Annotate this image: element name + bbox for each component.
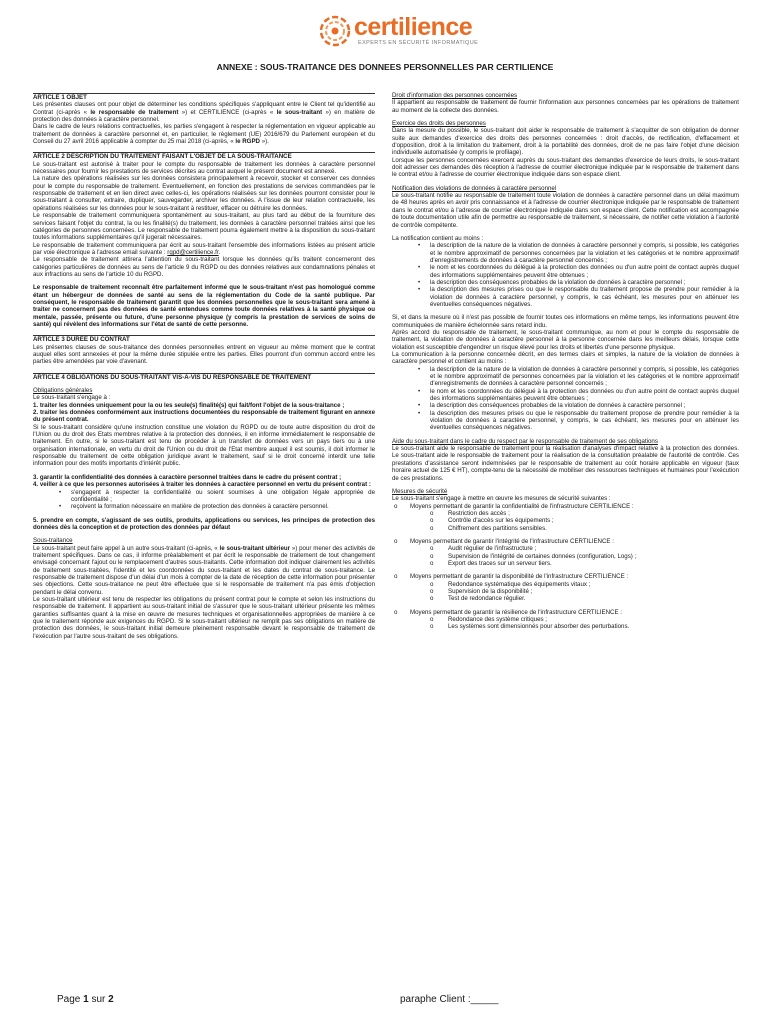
list-item: o Supervision de l'intégrité de certaines données (configuration, Logs) ; [448,553,739,560]
logo-brand-text: certilience [354,13,473,41]
rights-exercise-paragraph: Lorsque les personnes concernées exercent auprès du sous-traitant des demandes d'exercice de leurs droits, le sous-traitant doit adresser ces demandes dès réception à l'adresse de courrier électronique indiquée par le responsable de traitement dans le contrat et/ou à l'adresse de courrier électronique indiquée dans son espace client. [392,156,739,179]
list-item: • la description des mesures prises ou que le responsable du traitement propose de prendre pour remédier à la violation de données à caractère personnel, y compris, le cas échéant, les mesures pour en atténuer les éventuelles conséquences négatives. [430,286,739,308]
assistance-paragraph: Le sous-traitant aide le responsable de traitement pour la réalisation d'analyses d'impact relative à la protection des données. Le sous-traitant aide le responsable de traitement pour la réalisation de la consultation préalable de l'autorité de contrôle. Ces prestations d'assistance seront indemnisées par le responsable de traitement au coût horaire applicable en vigueur (taux horaire actuel de 125 € HT), compte-tenu de la nécessité de mobiliser des ressources techniques et humaines pour l'exécution de ces prestations. [392,445,739,482]
logo-emblem-icon [316,12,354,50]
article-1-paragraph-2: Dans le cadre de leurs relations contractuelles, les parties s'engagent à respecter la réglementation en vigueur applicable au traitement de données à caractère personnel et, en particulier, le règlement (UE) 2016/679 du Parlement européen et du Conseil du 27 avril 2016 applicable à compter du 25 mai 2018 (ci-après, « le RGPD »). [33,123,375,146]
communication-contents-intro: La communication à la personne concernée décrit, en des termes clairs et simples, la nature de la violation de données à caractère personnel et contient au moins : [392,351,739,366]
subcontracting-heading: Sous-traitance [33,537,73,545]
obligation-item: 4. veiller à ce que les personnes autorisées à traiter les données à caractère personnel en vertu du présent contrat : [33,481,371,489]
security-measures-list [392,503,739,631]
list-item: o Audit régulier de l'infrastructure ; [448,545,739,552]
list-item: o Export des traces sur un serveur tiers. [448,560,739,567]
list-item: o Test de redondance régulier. [448,595,739,602]
rights-exercise-heading: Exercice des droits des personnes [392,120,486,128]
article-2-paragraph: Le responsable de traitement attirera l'attention du sous-traitant lorsque les données qu'ils traitent concerneront des catégories particulières de données au sens de l'article 9 du RGPD ou des données relatives aux condamnations pénales et aux infractions au sens de l'article 10 du RGPD. [33,256,375,278]
obligation-item: 5. prendre en compte, s'agissant de ses outils, produits, applications ou services, les principes de protection des données dès la conception et de protection des données par défaut [33,516,375,531]
document-title: ANNEXE : SOUS-TRAITANCE DES DONNEES PERSONNELLES PAR CERTILIENCE [216,62,554,72]
security-measure-confidentiality: o Moyens permettant de garantir la confidentialité de l'infrastructure CERTILIENCE : o Restriction des accès ; o Contrôle d'accès sur les équipements ; o Chiffrement des partitions sensibles. [410,503,739,538]
client-initials-field: paraphe Client :_____ [400,994,499,1005]
article-2-paragraph: Le sous-traitant est autorisé à traiter pour le compte du responsable de traitement les données à caractère personnel nécessaires pour fournir les prestations de services décrites au contrat auquel le présent document est annexé. [33,160,375,176]
security-measure-resilience: o Moyens permettant de garantir la résilience de l'infrastructure CERTILIENCE : o Redondance des système critiques ; o Les systèmes sont dimensionnés pour absorber des perturbations. [410,609,739,631]
article-1-heading: ARTICLE 1 OBJET [33,93,375,101]
list-item: • reçoivent la formation nécessaire en matière de protection des données à caractère personnel. [71,503,375,510]
security-measures-intro: Le sous-traitant s'engage à mettre en œuvre les mesures de sécurité suivantes : [392,495,611,503]
list-item: • la description des mesures prises ou que le responsable du traitement propose de prendre pour remédier à la violation de données à caractère personnel, y compris, le cas échéant, les mesures pour en atténuer les éventuelles conséquences négatives. [430,410,739,432]
list-item: • la description de la nature de la violation de données à caractère personnel y compris, si possible, les catégories et le nombre approximatif de personnes concernées par la violation et les catégories et le nombre approximatif d'enregistrements de données à caractère personnel concernés ; [430,242,739,264]
list-item: o Les systèmes sont dimensionnés pour absorber des perturbations. [448,623,739,630]
staggered-info-paragraph: Si, et dans la mesure où il n'est pas possible de fournir toutes ces informations en même temps, les informations peuvent être communiquées de manière échelonnée sans retard indu. [392,314,739,329]
list-item: o Supervision de la disponibilité ; [448,588,739,595]
authorized-persons-list [33,489,375,511]
communication-contents-list [392,366,739,432]
list-item: • la description des conséquences probables de la violation de données à caractère personnel ; [430,402,739,409]
obligation-item: 3. garantir la confidentialité des données à caractère personnel traitées dans le cadre du présent contrat ; [33,473,342,481]
general-obligations-intro: Le sous-traitant s'engage à : [33,394,111,402]
page-number: Page 1 sur 2 [57,994,114,1005]
assistance-heading: Aide du sous-traitant dans le cadre du respect par le responsable de traitement de ses obligations [392,437,658,445]
list-item: o Redondance des système critiques ; [448,616,739,623]
list-item: • le nom et les coordonnées du délégué à la protection des données ou d'un autre point de contact auprès duquel des informations supplémentaires peuvent être obtenues ; [430,264,739,279]
list-item: • la description de la nature de la violation de données à caractère personnel y compris, si possible, les catégories et le nombre approximatif de personnes concernées par la violation et les catégories et le nombre approximatif d'enregistrements de données à caractère personnel concernés ; [430,366,739,388]
notification-contents-intro: La notification contient au moins : [392,234,484,242]
subcontracting-paragraph-2: Le sous-traitant ultérieur est tenu de respecter les obligations du présent contrat pour le compte et selon les instructions du responsable de traitement. Il appartient au sous-traitant initial de s'assurer que le sous-traitant ultérieur présente les mêmes garanties suffisantes quant à la mise en œuvre de mesures techniques et organisationnelles appropriées de manière à ce que le traitement réponde aux exigences du RGPD. Si le sous-traitant ultérieur ne remplit pas ses obligations en matière de protection des données, le sous-traitant initial demeure pleinement responsable devant le responsable de traitement de l'exécution par l'autre sous-traitant de ses obligations. [33,595,375,640]
left-column [33,92,375,640]
article-2-paragraph: Le responsable de traitement communiquera par écrit au sous-traitant l'ensemble des informations listées au présent article par voie électronique à l'adresse email suivante : rgpd@certilience.fr. [33,241,375,256]
list-item: • la description des conséquences probables de la violation de données à caractère personnel ; [430,279,739,286]
notification-contents-list [392,242,739,308]
list-item: • s'engagent à respecter la confidentialité ou soient soumises à une obligation légale appropriée de confidentialité ; [71,489,375,504]
health-data-notice: Le responsable de traitement reconnaît être parfaitement informé que le sous-traitant n'est pas homologué comme étant un hébergeur de données de santé au sens de la réglementation du Code de la santé publique. Par conséquent, le responsable de traitement garantit que les données personnelles que le sous-traitant sera amené à traiter ne concernent pas des données de santé entendues comme toute données relatives à la santé physique ou mentale, passée, présente ou future, d'une personne physique (y compris la prestation de services de soins de santé) qui révèlent des informations sur l'état de santé de cette personne. [33,284,375,328]
list-item: o Contrôle d'accès sur les équipements ; [448,517,739,524]
article-4-heading: ARTICLE 4 OBLIGATIONS DU SOUS-TRAITANT VIS-A-VIS DU RESPONSABLE DE TRAITEMENT [33,373,375,381]
information-right-paragraph: Il appartient au responsable de traitement de fournir l'information aux personnes concernées par les opérations de traitement au moment de la collecte des données. [392,99,739,114]
certilience-logo [316,12,479,52]
article-2-paragraph: La nature des opérations réalisées sur les données consistera principalement à recevoir, stocker et conserver ces données pour le compte du responsable de traitement. Eventuellement, en fonction des prestations de services commandées par le responsable de traitement et en lien direct avec celles-ci, les opérations réalisées sur les données pourront consister pour le sous-traitant à consulter, extraire, dupliquer, sauvegarder, archiver les données. A l'issue de leur relation contractuelle, les opérations réalisées sur les données pour le sous-traitant à restituer, effacer ou détruire les données. [33,175,375,212]
rgpd-email-link[interactable]: rgpd@certilience.fr [167,248,219,256]
breach-notification-heading: Notification des violations de données à caractère personnel [392,184,557,192]
right-column [392,92,739,631]
breach-notification-paragraph: Le sous-traitant notifie au responsable de traitement toute violation de données à caractère personnel dans un délai maximum de 48 heures après en avoir pris connaissance et à l'adresse de courrier électronique indiquée par le responsable de traitement dans le contrat et/ou à l'adresse de courrier électronique indiquée dans son espace client. Cette notification est accompagnée de toute documentation utile afin de permettre au responsable de traitement, si nécessaire, de notifier cette violation à l'autorité de contrôle compétente. [392,192,739,229]
list-item: o Restriction des accès ; [448,510,739,517]
security-measure-availability: o Moyens permettant de garantir la disponibilité de l'infrastructure CERTILIENCE : o Redondance systématique des équipements vitaux ; o Supervision de la disponibilité ; o Test de redondance régulier. [410,573,739,608]
article-1-paragraph-1: Les présentes clauses ont pour objet de déterminer les conditions spécifiques s'appliquant entre le Client tel qu'identifié au Contrat (ci-après « le responsable de traitement ») et CERTILIENCE (ci-après « le sous-traitant ») en matière de protection des données à caractère personnel. [33,101,375,124]
article-2-paragraph: Le responsable de traitement communiquera spontanément au sous-traitant, au plus tard au début de la fourniture des services faisant l'objet du contrat, la ou les finalité(s) du traitement, les données à caractère personnel traitées ainsi que les catégories de personnes concernées. Le responsable de traitement pourra également mettre à la disposition du sous-traitant toutes informations supplémentaires qu'il jugerait nécessaires. [33,212,375,242]
rights-exercise-paragraph: Dans la mesure du possible, le sous-traitant doit aider le responsable de traitement à s'acquitter de son obligation de donner suite aux demandes d'exercice des droits des personnes concernées : droit d'accès, de rectification, d'effacement et d'opposition, droit à la limitation du traitement, droit à la portabilité des données, droit de ne pas faire l'objet d'une décision individuelle automatisée (y compris le profilage). [392,127,739,157]
subcontracting-paragraph-1: Le sous-traitant peut faire appel à un autre sous-traitant (ci-après, « le sous-traitant ultérieur ») pour mener des activités de traitement spécifiques. Dans ce cas, il informe préalablement et par écrit le responsable de traitement de tout changement envisagé concernant l'ajout ou le remplacement d'autres sous-traitants. Cette information doit indiquer clairement les activités de traitement sous-traitées, l'identité et les coordonnées du sous-traitant et les dates du contrat de sous-traitance. Le responsable de traitement dispose d'un délai d'un mois à compter de la date de réception de cette information pour présenter ses objections. Cette sous-traitance ne peut être effectuée que si le responsable de traitement n'a pas émis d'objection pendant le délai convenu. [33,544,375,596]
logo-tagline: EXPERTS EN SÉCURITÉ INFORMATIQUE [358,40,479,46]
list-item: o Redondance systématique des équipements vitaux ; [448,581,739,588]
list-item: o Chiffrement des partitions sensibles. [448,525,739,532]
general-obligations-heading: Obligations générales [33,387,93,395]
security-measures-heading: Mesures de sécurité [392,487,448,495]
article-3-heading: ARTICLE 3 DUREE DU CONTRAT [33,335,375,343]
list-item: • le nom et les coordonnées du délégué à la protection des données ou d'un autre point de contact auprès duquel des informations supplémentaires peuvent être obtenues ; [430,388,739,403]
article-2-heading: ARTICLE 2 DESCRIPTION DU TRAITEMENT FAISANT L'OBJET DE LA SOUS-TRAITANCE [33,152,375,160]
article-3-paragraph: Les présentes clauses de sous-traitance des données personnelles entrent en vigueur au même moment que le contrat auquel elles sont annexées et pour la même durée stipulée entre les parties. Elles pourront d'un commun accord entre les parties être amendées par voie d'avenant. [33,343,375,366]
obligation-item: 2. traiter les données conformément aux instructions documentées du responsable de traitement figurant en annexe du présent contrat. [33,409,375,424]
information-right-heading: Droit d'information des personnes concernées [392,92,518,99]
data-subject-communication-paragraph: Après accord du responsable de traitement, le sous-traitant communique, au nom et pour le compte du responsable de traitement, la violation de données à caractère personnel à la personne concernée dans les meilleurs délais, lorsque cette violation est susceptible d'engendrer un risque élevé pour les droits et libertés d'une personne physique. [392,328,739,351]
obligation-paragraph: Si le sous-traitant considère qu'une instruction constitue une violation du RGPD ou de toute autre disposition du droit de l'Union ou du droit des Etats membres relative à la protection des données, il en informe immédiatement le responsable de traitement. En outre, si le sous-traitant est tenu de procéder à un transfert de données vers un pays tiers ou à une organisation internationale, en vertu du droit de l'Union ou du droit de l'Etat membre auquel il est soumis, il doit informer le responsable du traitement de cette obligation juridique avant le traitement, sauf si le droit concerné interdit une telle information pour des motifs importants d'intérêt public. [33,423,375,468]
obligation-item: 1. traiter les données uniquement pour la ou les seule(s) finalité(s) qui fait/font l'objet de la sous-traitance ; [33,401,345,409]
security-measure-integrity: o Moyens permettant de garantir l'intégrité de l'infrastructure CERTILIENCE : o Audit régulier de l'infrastructure ; o Supervision de l'intégrité de certaines données (configuration, Logs) ; o Export des traces sur un serveur tiers. [410,538,739,573]
